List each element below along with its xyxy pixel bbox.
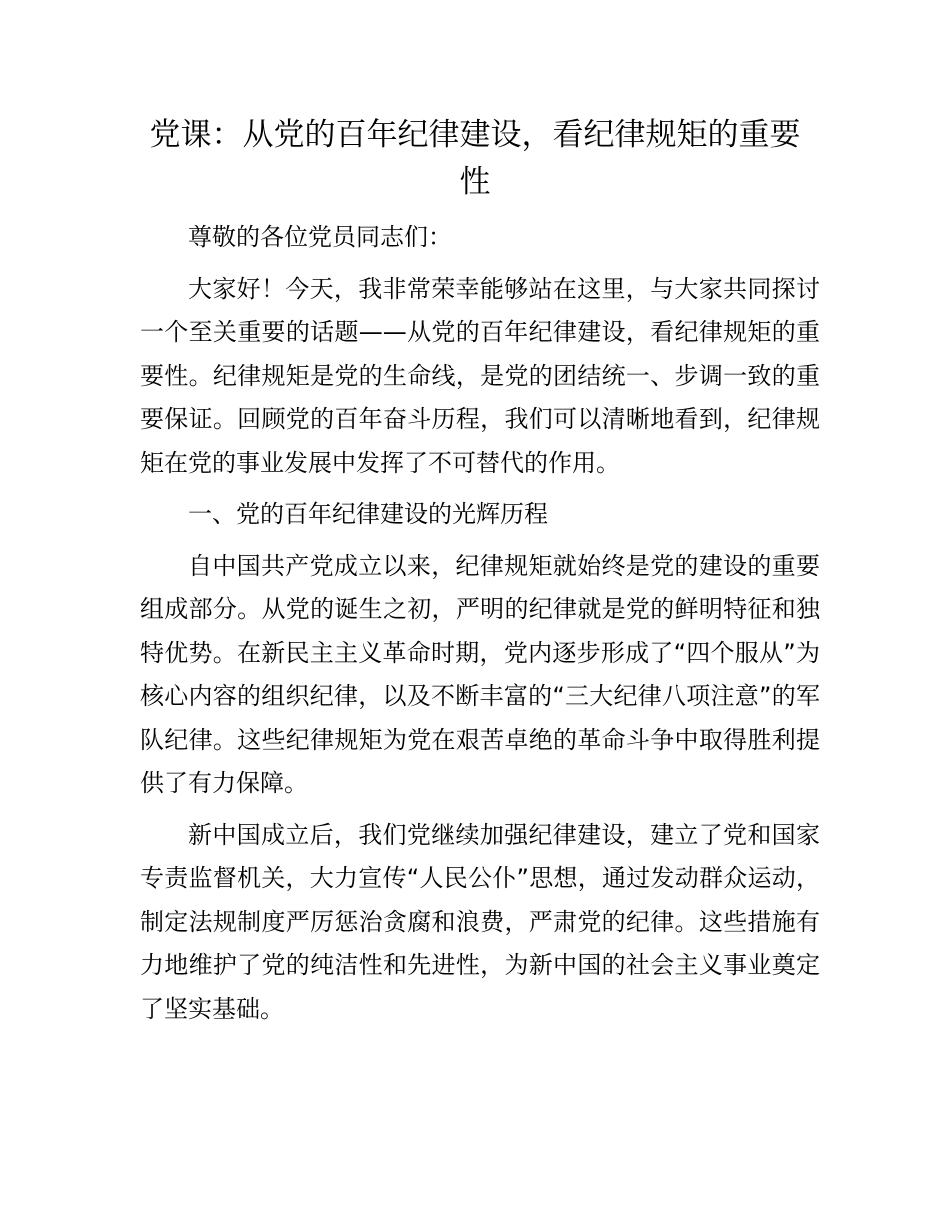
greeting: 尊敬的各位党员同志们： <box>188 223 452 251</box>
section-heading: 一、党的百年纪律建设的光辉历程 <box>188 500 548 528</box>
section-paragraph-2: 新中国成立后，我们党继续加强纪律建设，建立了党和国家专责监督机关，大力宣传“人民公仆”思想，通过发动群众运动，制定法规制度严厉惩治贪腐和浪费，严肃党的纪律。这些措施有力地维护了党的纯洁性和先进性，为新中国的社会主义事业奠定了坚实基础。 <box>140 820 820 1023</box>
section-paragraph-1: 自中国共产党成立以来，纪律规矩就始终是党的建设的重要组成部分。从党的诞生之初，严明的纪律就是党的鲜明特征和独特优势。在新民主主义革命时期，党内逐步形成了“四个服从”为核心内容的组织纪律，以及不断丰富的“三大纪律八项注意”的军队纪律。这些纪律规矩为党在艰苦卓绝的革命斗争中取得胜利提供了有力保障。 <box>140 551 820 797</box>
document-title: 党课：从党的百年纪律建设，看纪律规矩的重要性 <box>149 117 801 200</box>
intro-paragraph: 大家好！今天，我非常荣幸能够站在这里，与大家共同探讨一个至关重要的话题——从党的百年纪律建设，看纪律规矩的重要性。纪律规矩是党的生命线，是党的团结统一、步调一致的重要保证。回顾党的百年奋斗历程，我们可以清晰地看到，纪律规矩在党的事业发展中发挥了不可替代的作用。 <box>140 274 820 477</box>
document-body <box>140 216 820 1039</box>
